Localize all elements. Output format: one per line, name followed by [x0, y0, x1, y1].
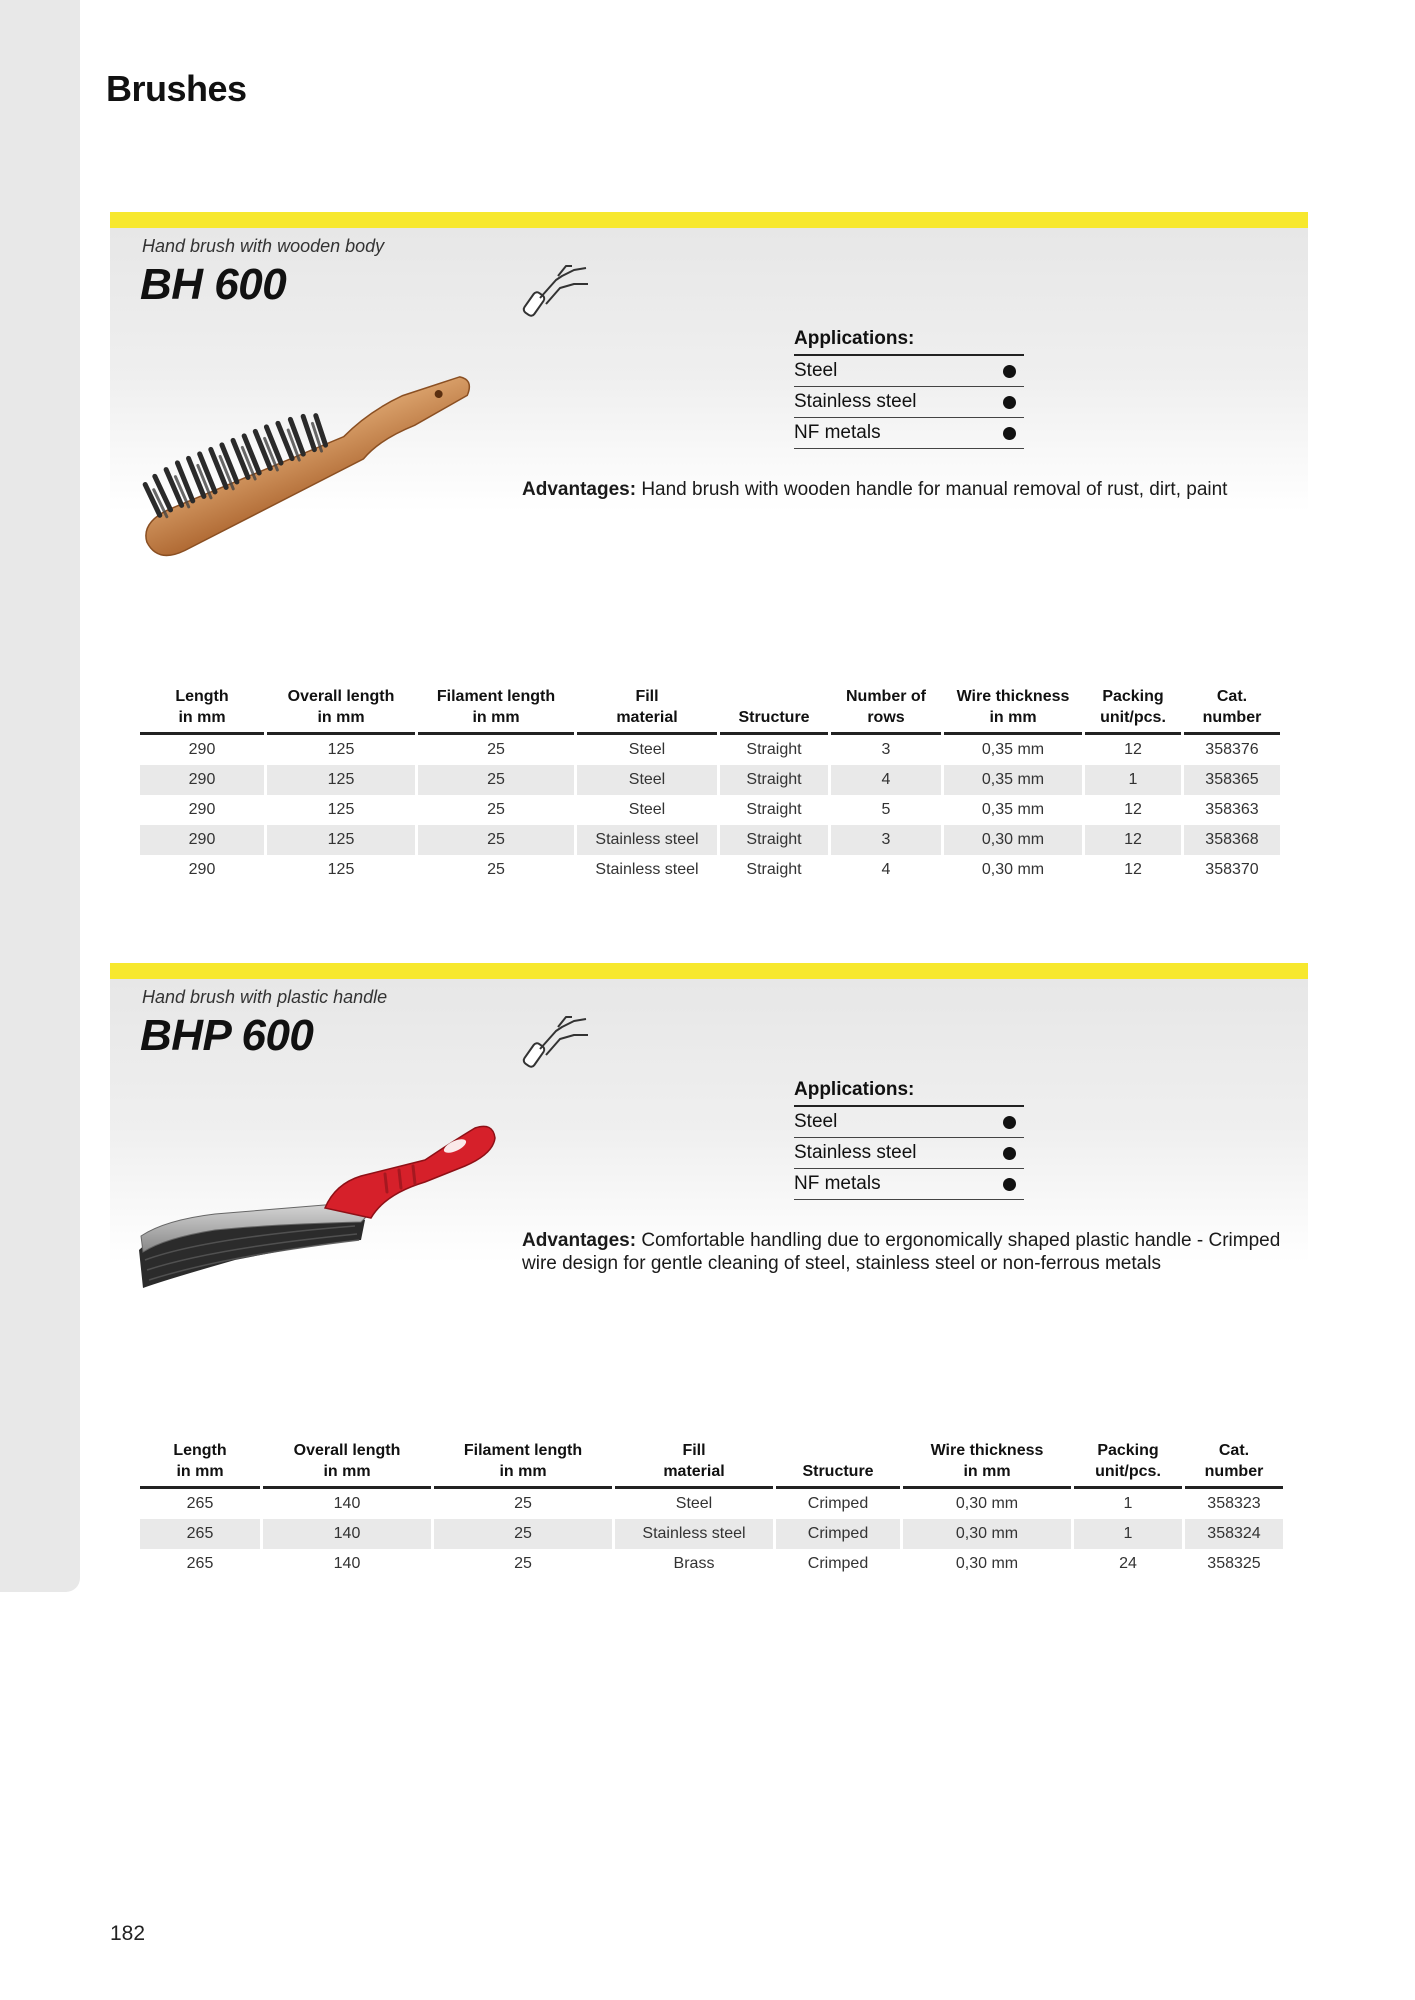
- wooden-brush-image: [120, 355, 500, 565]
- advantages-label: Advantages:: [522, 479, 637, 500]
- application-row: [794, 1107, 1024, 1138]
- plastic-brush-image: [125, 1110, 505, 1320]
- side-strip: [0, 0, 80, 1592]
- column-header: Cat. number: [1185, 1440, 1283, 1489]
- table-row: 290 125 25 Stainless steel Straight 3 0,30 mm 12 358368: [140, 825, 1280, 855]
- application-row: [794, 1138, 1024, 1169]
- column-header: Length in mm: [140, 1440, 260, 1489]
- column-header: Packing unit/pcs.: [1074, 1440, 1182, 1489]
- product-subtitle: Hand brush with plastic handle: [142, 987, 388, 1007]
- product-subtitle: Hand brush with wooden body: [142, 236, 385, 256]
- applications-title: Applications:: [794, 328, 1024, 356]
- table-header-row: [140, 1440, 1283, 1489]
- table-row: 265 140 25 Brass Crimped 0,30 mm 24 358325: [186, 1555, 1261, 1572]
- manual-hand-brush-icon: [522, 1005, 594, 1073]
- application-label: NF metals: [794, 1173, 881, 1194]
- advantages-label: Advantages:: [522, 1230, 637, 1251]
- applications-list: [794, 328, 1024, 449]
- column-header: Filament length in mm: [434, 1440, 612, 1489]
- table-row: 290 125 25 Steel Straight 5 0,35 mm 12 358363: [188, 801, 1259, 818]
- table-header-row: [140, 686, 1280, 735]
- spec-table-bh600: [137, 686, 1283, 885]
- application-label: Steel: [794, 360, 838, 381]
- spec-table-bhp600: [137, 1440, 1286, 1579]
- product-model: BH 600: [140, 260, 287, 309]
- column-header: Length in mm: [140, 686, 264, 735]
- application-dot: [1003, 396, 1016, 409]
- column-header: Wire thickness in mm: [944, 686, 1082, 735]
- yellow-accent-bar: [110, 963, 1308, 979]
- advantages-text: [522, 478, 1282, 501]
- page-number: 182: [110, 1922, 146, 1945]
- column-header: Fill material: [577, 686, 717, 735]
- column-header: Overall length in mm: [263, 1440, 431, 1489]
- column-header: Fill material: [615, 1440, 773, 1489]
- application-row: [794, 418, 1024, 449]
- application-label: Stainless steel: [794, 391, 917, 412]
- table-row: 290 125 25 Steel Straight 4 0,35 mm 1 358365: [140, 765, 1280, 795]
- advantages-description: Hand brush with wooden handle for manual removal of rust, dirt, paint: [641, 479, 1228, 500]
- application-dot: [1003, 1116, 1016, 1129]
- column-header: Structure: [776, 1440, 900, 1489]
- advantages-text: [522, 1229, 1282, 1275]
- application-dot: [1003, 1147, 1016, 1160]
- column-header: Wire thickness in mm: [903, 1440, 1071, 1489]
- application-row: [794, 356, 1024, 387]
- column-header: Overall length in mm: [267, 686, 415, 735]
- applications-list: [794, 1079, 1024, 1200]
- table-row: 265 140 25 Stainless steel Crimped 0,30 mm 1 358324: [140, 1519, 1283, 1549]
- product-model: BHP 600: [140, 1011, 314, 1060]
- advantages-description: Comfortable handling due to ergonomically shaped plastic handle - Crimped wire design for gentle cleaning of steel, stainless steel or non-ferrous metals: [522, 1230, 1281, 1274]
- column-header: Filament length in mm: [418, 686, 574, 735]
- column-header: Packing unit/pcs.: [1085, 686, 1181, 735]
- application-dot: [1003, 365, 1016, 378]
- yellow-accent-bar: [110, 212, 1308, 228]
- application-dot: [1003, 1178, 1016, 1191]
- application-dot: [1003, 427, 1016, 440]
- table-row: 265 140 25 Steel Crimped 0,30 mm 1 358323: [186, 1495, 1261, 1512]
- column-header: Cat. number: [1184, 686, 1280, 735]
- application-label: NF metals: [794, 422, 881, 443]
- application-row: [794, 387, 1024, 418]
- table-row: 290 125 25 Stainless steel Straight 4 0,30 mm 12 358370: [188, 861, 1259, 878]
- column-header: Structure: [720, 686, 828, 735]
- manual-hand-brush-icon: [522, 254, 594, 322]
- page-title: Brushes: [106, 68, 247, 109]
- application-label: Steel: [794, 1111, 838, 1132]
- column-header: Number of rows: [831, 686, 941, 735]
- application-label: Stainless steel: [794, 1142, 917, 1163]
- application-row: [794, 1169, 1024, 1200]
- table-row: 290 125 25 Steel Straight 3 0,35 mm 12 358376: [188, 741, 1259, 758]
- applications-title: Applications:: [794, 1079, 1024, 1107]
